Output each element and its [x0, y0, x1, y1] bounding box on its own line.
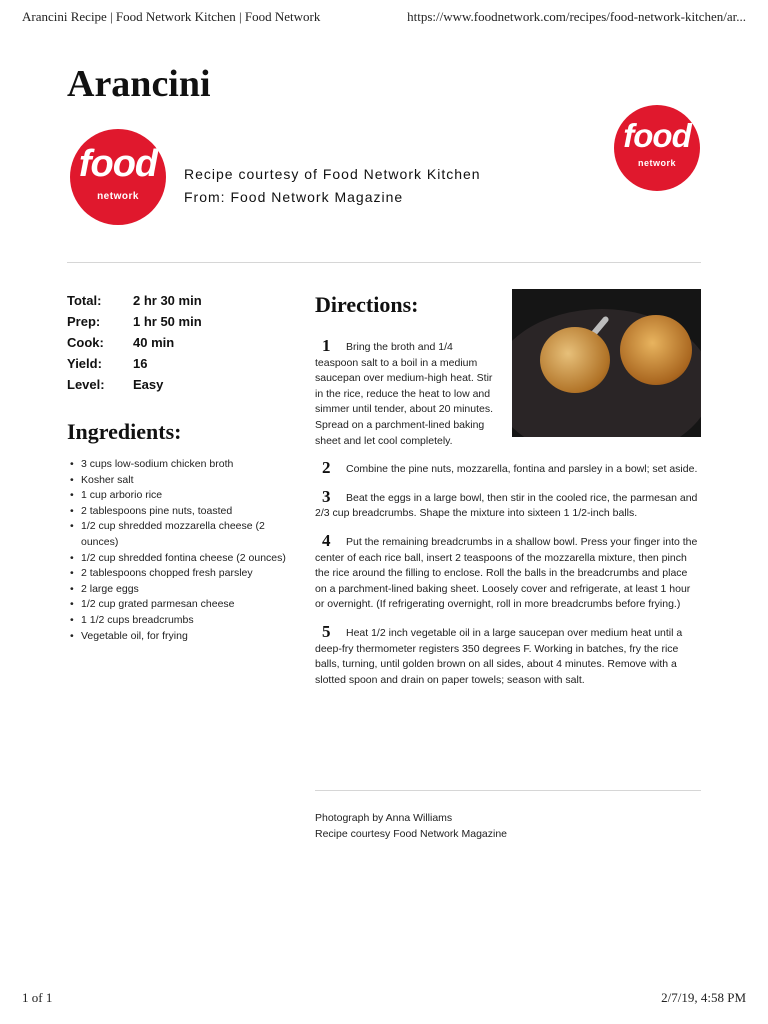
step-number: 1: [322, 336, 331, 355]
meta-value: 40 min: [133, 335, 175, 350]
meta-label: Cook:: [67, 335, 104, 350]
direction-step: [315, 486, 701, 522]
direction-step: [315, 458, 701, 478]
step-number: 3: [322, 486, 331, 506]
step-number: 2: [322, 458, 331, 478]
step-text: Combine the pine nuts, mozzarella, fontina and parsley in a bowl; set aside.: [346, 463, 698, 476]
ingredients-list: [67, 457, 287, 644]
ingredient-item: • Vegetable oil, for frying: [67, 629, 287, 645]
meta-value: Easy: [133, 377, 164, 392]
logo-sub: network: [637, 158, 676, 168]
ingredient-item: • 2 large eggs: [67, 582, 287, 598]
ingredient-item: • 3 cups low-sodium chicken broth: [67, 457, 287, 473]
meta-label: Level:: [67, 377, 105, 392]
print-header-title: Arancini Recipe | Food Network Kitchen | Food Network: [22, 9, 321, 24]
ingredients-heading: Ingredients:: [67, 419, 182, 444]
step-text: Put the remaining breadcrumbs in a shallow bowl. Press your finger into the center of each rice ball, insert 2 teaspoons of the mozzarella mixture, then pinch the rice around the filling to enclose. Roll the balls in the breadcrumbs and place on a parchment-lined baking sheet. Loosely cover and refrigerate, at least 1 hour or overnight. (If refrigerating overnight, roll in more breadcrumbs before frying.): [315, 535, 698, 611]
step-number: 4: [322, 530, 331, 550]
food-network-logo: [70, 129, 166, 225]
photo-credit: Photograph by Anna Williams: [315, 812, 453, 824]
direction-step: [315, 336, 497, 449]
meta-value: 2 hr 30 min: [133, 293, 202, 308]
ingredient-item: • 1 1/2 cups breadcrumbs: [67, 613, 287, 629]
recipe-credit: Recipe courtesy Food Network Magazine: [315, 828, 508, 840]
logo-sub: network: [97, 191, 139, 202]
ingredient-item: • 1/2 cup grated parmesan cheese: [67, 597, 287, 613]
meta-row-yield: [67, 353, 202, 374]
step-text: Heat 1/2 inch vegetable oil in a large saucepan over medium heat until a deep-fry thermometer registers 350 degrees F. Working in batches, fry the rice balls, turning, until golden brown on all sides, about 4 minutes. Remove with a slotted spoon and drain on paper towels; season with salt.: [315, 626, 683, 686]
ingredient-item: • Kosher salt: [67, 473, 287, 489]
meta-label: Prep:: [67, 314, 101, 329]
meta-row-cook: [67, 332, 202, 353]
directions-heading: Directions:: [315, 292, 419, 317]
direction-step: [315, 530, 701, 613]
print-timestamp: 2/7/19, 4:58 PM: [661, 990, 746, 1005]
ingredient-item: • 2 tablespoons chopped fresh parsley: [67, 566, 287, 582]
ingredient-item: • 1/2 cup shredded fontina cheese (2 ounces): [67, 551, 287, 567]
courtesy-line: Recipe courtesy of Food Network Kitchen: [184, 166, 481, 182]
meta-row-prep: [67, 311, 202, 332]
ingredient-item: • 1/2 cup shredded mozzarella cheese (2 ounces): [67, 519, 287, 550]
credits: [315, 810, 507, 842]
divider: [315, 790, 701, 791]
meta-row-level: [67, 374, 202, 395]
meta-value: 1 hr 50 min: [133, 314, 202, 329]
meta-label: Yield:: [67, 356, 102, 371]
recipe-title: Arancini: [67, 63, 211, 105]
from-line: From: Food Network Magazine: [184, 189, 404, 205]
meta-label: Total:: [67, 293, 102, 308]
step-text: Beat the eggs in a large bowl, then stir in the cooled rice, the parmesan and 2/3 cup breadcrumbs. Shape the mixture into sixteen 1 1/2-inch balls.: [315, 491, 698, 520]
recipe-meta: [67, 290, 202, 395]
recipe-courtesy: [184, 163, 481, 209]
step-text: Bring the broth and 1/4 teaspoon salt to a boil in a medium saucepan over medium-high heat. Stir in the rice, reduce the heat to low and simmer until tender, about 20 minutes. Spread on a parchment-lined baking sheet and let cool completely.: [315, 341, 494, 447]
food-network-logo-small: [614, 105, 700, 191]
divider: [67, 262, 701, 263]
ingredient-item: • 1 cup arborio rice: [67, 488, 287, 504]
directions-list: [315, 336, 701, 688]
step-number: 5: [322, 621, 331, 641]
meta-value: 16: [133, 356, 148, 371]
meta-row-total: [67, 290, 202, 311]
logo-word: food: [78, 143, 158, 185]
print-header-url: https://www.foodnetwork.com/recipes/food-network-kitchen/ar...: [407, 9, 746, 24]
direction-step: [315, 621, 701, 688]
logo-word: food: [623, 117, 691, 154]
page-number: 1 of 1: [22, 990, 53, 1005]
ingredient-item: • 2 tablespoons pine nuts, toasted: [67, 504, 287, 520]
